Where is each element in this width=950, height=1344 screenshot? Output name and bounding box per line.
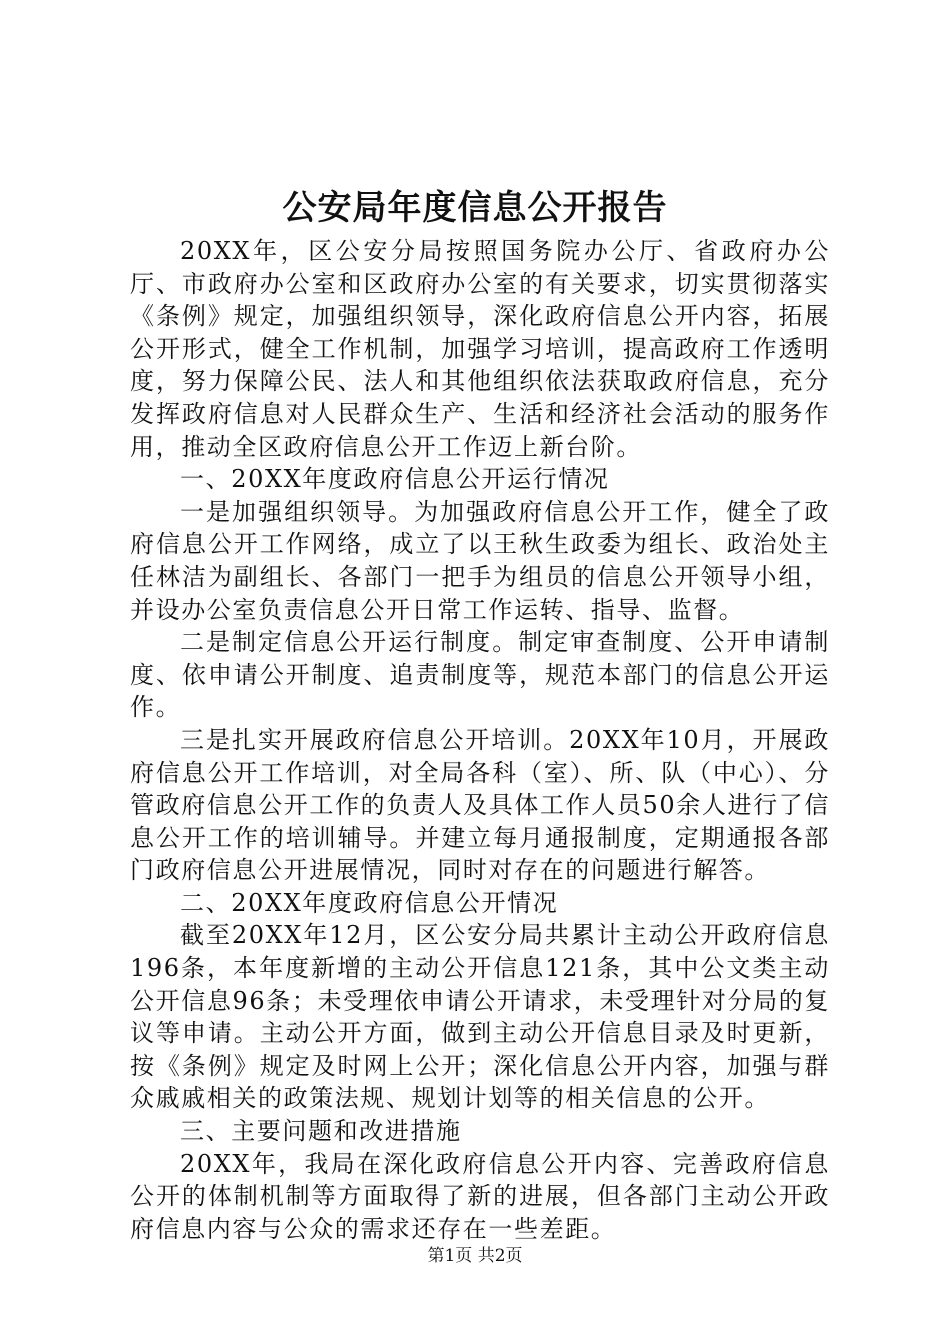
paragraph-system: 二是制定信息公开运行制度。制定审查制度、公开申请制度、依申请公开制度、追责制度等，规范本部门的信息公开运作。: [130, 628, 830, 722]
paragraph-disclosure-stats: 截至20XX年12月，区公安分局共累计主动公开政府信息196条，本年度新增的主动公开信息121条，其中公文类主动公开信息96条；未受理依申请公开请求，未受理针对分局的复议等申请。主动公开方面，做到主动公开信息目录及时更新，按《条例》规定及时网上公开；深化信息公开内容，加强与群众戚戚相关的政策法规、规划计划等的相关信息的公开。: [130, 921, 830, 1113]
section-heading-1: 一、20XX年度政府信息公开运行情况: [180, 465, 610, 494]
page-number: 第1页 共2页: [427, 1246, 523, 1266]
paragraph-training: 三是扎实开展政府信息公开培训。20XX年10月，开展政府信息公开工作培训，对全局各科（室）、所、队（中心）、分管政府信息公开工作的负责人及具体工作人员50余人进行了信息公开工作的培训辅导。并建立每月通报制度，定期通报各部门政府信息公开进展情况，同时对存在的问题进行解答。: [130, 725, 830, 885]
paragraph-problems: 20XX年，我局在深化政府信息公开内容、完善政府信息公开的体制机制等方面取得了新的进展，但各部门主动公开政府信息内容与公众的需求还存在一些差距。: [130, 1149, 830, 1243]
intro-paragraph: 20XX年，区公安分局按照国务院办公厅、省政府办公厅、市政府办公室和区政府办公室的有关要求，切实贯彻落实《条例》规定，加强组织领导，深化政府信息公开内容，拓展公开形式，健全工作机制，加强学习培训，提高政府工作透明度，努力保障公民、法人和其他组织依法获取政府信息，充分发挥政府信息对人民群众生产、生活和经济社会活动的服务作用，推动全区政府信息公开工作迈上新台阶。: [130, 237, 830, 461]
document-title: 公安局年度信息公开报告: [282, 188, 668, 228]
paragraph-organization: 一是加强组织领导。为加强政府信息公开工作，健全了政府信息公开工作网络，成立了以王秋生政委为组长、政治处主任林洁为副组长、各部门一把手为组员的信息公开领导小组，并设办公室负责信息公开日常工作运转、指导、监督。: [130, 497, 830, 624]
document-body: [130, 235, 830, 1245]
section-heading-2: 二、20XX年度政府信息公开情况: [180, 888, 559, 917]
section-heading-3: 三、主要问题和改进措施: [180, 1117, 462, 1146]
